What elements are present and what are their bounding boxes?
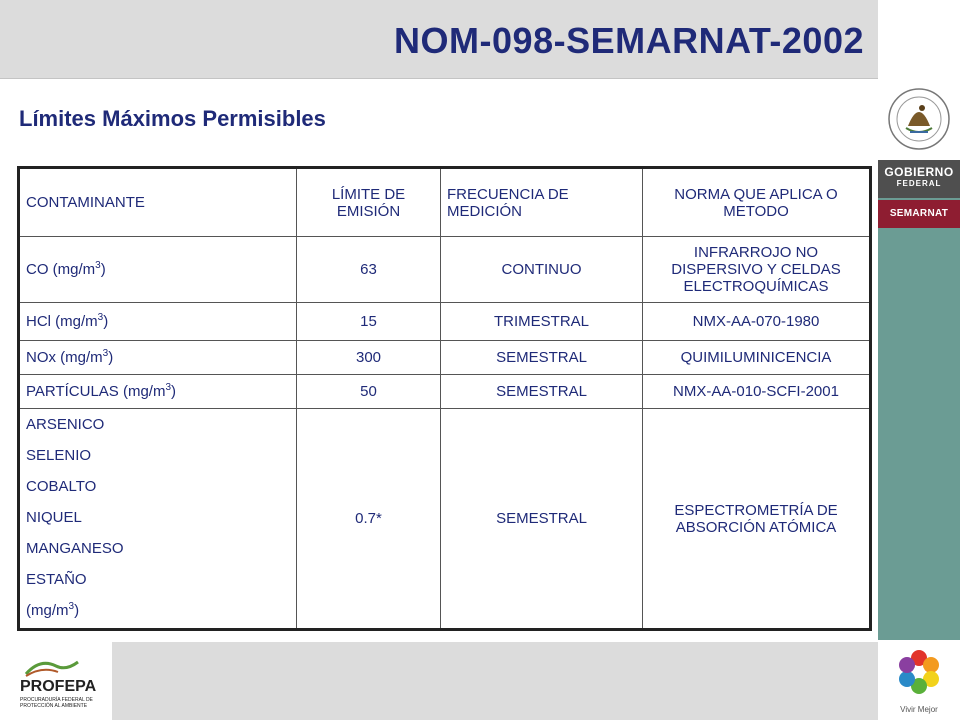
metal-item: COBALTO (26, 478, 97, 495)
table-row (19, 341, 871, 375)
cell-metals-list (19, 409, 297, 630)
page-title: NOM-098-SEMARNAT-2002 (394, 20, 864, 61)
cell-limite: 63 (297, 237, 441, 303)
profepa-emblem-icon (20, 656, 100, 678)
limits-table (17, 166, 872, 631)
vivir-mejor-logo (878, 640, 960, 720)
cell-frecuencia: SEMESTRAL (441, 341, 643, 375)
header-bar (0, 0, 878, 79)
cell-norma: QUIMILUMINICENCIA (643, 341, 871, 375)
cell-contaminante: CO $(mg/m^3)$ (19, 237, 297, 303)
cell-frecuencia: CONTINUO (441, 237, 643, 303)
cell-frecuencia: SEMESTRAL (441, 375, 643, 409)
table-header-row (19, 168, 871, 237)
federal-label: FEDERAL (896, 179, 942, 188)
metal-item: NIQUEL (26, 509, 82, 526)
profepa-subtitle: PROCURADURÍA FEDERAL DE PROTECCIÓN AL AMBIENTE (20, 697, 93, 709)
flower-icon (878, 640, 960, 700)
table-row (19, 375, 871, 409)
semarnat-logo: SEMARNAT (878, 200, 960, 228)
table-row (19, 237, 871, 303)
sidebar-top (878, 0, 960, 78)
cell-norma: INFRARROJO NO DISPERSIVO Y CELDAS ELECTROQUÍMICAS (643, 237, 871, 303)
sidebar-band (878, 0, 960, 720)
header-norma: NORMA QUE APLICA O METODO (643, 168, 871, 237)
profepa-name: PROFEPA (20, 678, 97, 695)
header-limite: LÍMITE DE EMISIÓN (297, 168, 441, 237)
cell-limite: 0.7* (297, 409, 441, 630)
cell-contaminante: PARTÍCULAS $(mg/m^3)$ (19, 375, 297, 409)
eagle-seal-icon (878, 78, 960, 160)
cell-norma: NMX-AA-070-1980 (643, 303, 871, 341)
cell-norma: ESPECTROMETRÍA DE ABSORCIÓN ATÓMICA (643, 409, 871, 630)
cell-frecuencia: TRIMESTRAL (441, 303, 643, 341)
gobierno-federal-logo (878, 160, 960, 198)
metal-item: SELENIO (26, 447, 92, 464)
cell-limite: 300 (297, 341, 441, 375)
cell-limite: 50 (297, 375, 441, 409)
profepa-logo (20, 656, 100, 716)
metal-unit: $(mg/m^3)$ (26, 601, 80, 619)
metal-item: ARSENICO (26, 416, 105, 433)
header-frecuencia: FRECUENCIA DE MEDICIÓN (441, 168, 643, 237)
table-row-metals (19, 409, 871, 630)
cell-contaminante: NOx $(mg/m^3)$ (19, 341, 297, 375)
metal-item: ESTAÑO (26, 571, 87, 588)
vivir-mejor-label: Vivir Mejor (900, 705, 938, 714)
cell-contaminante: HCl $(mg/m^3)$ (19, 303, 297, 341)
header-contaminante: CONTAMINANTE (19, 168, 297, 237)
cell-norma: NMX-AA-010-SCFI-2001 (643, 375, 871, 409)
cell-limite: 15 (297, 303, 441, 341)
cell-frecuencia: SEMESTRAL (441, 409, 643, 630)
gobierno-label: GOBIERNO (884, 165, 954, 179)
footer-gray-band (112, 642, 878, 720)
mexico-seal-logo (878, 78, 960, 160)
table-row (19, 303, 871, 341)
section-title: Límites Máximos Permisibles (19, 106, 326, 131)
metal-item: MANGANESO (26, 540, 124, 557)
